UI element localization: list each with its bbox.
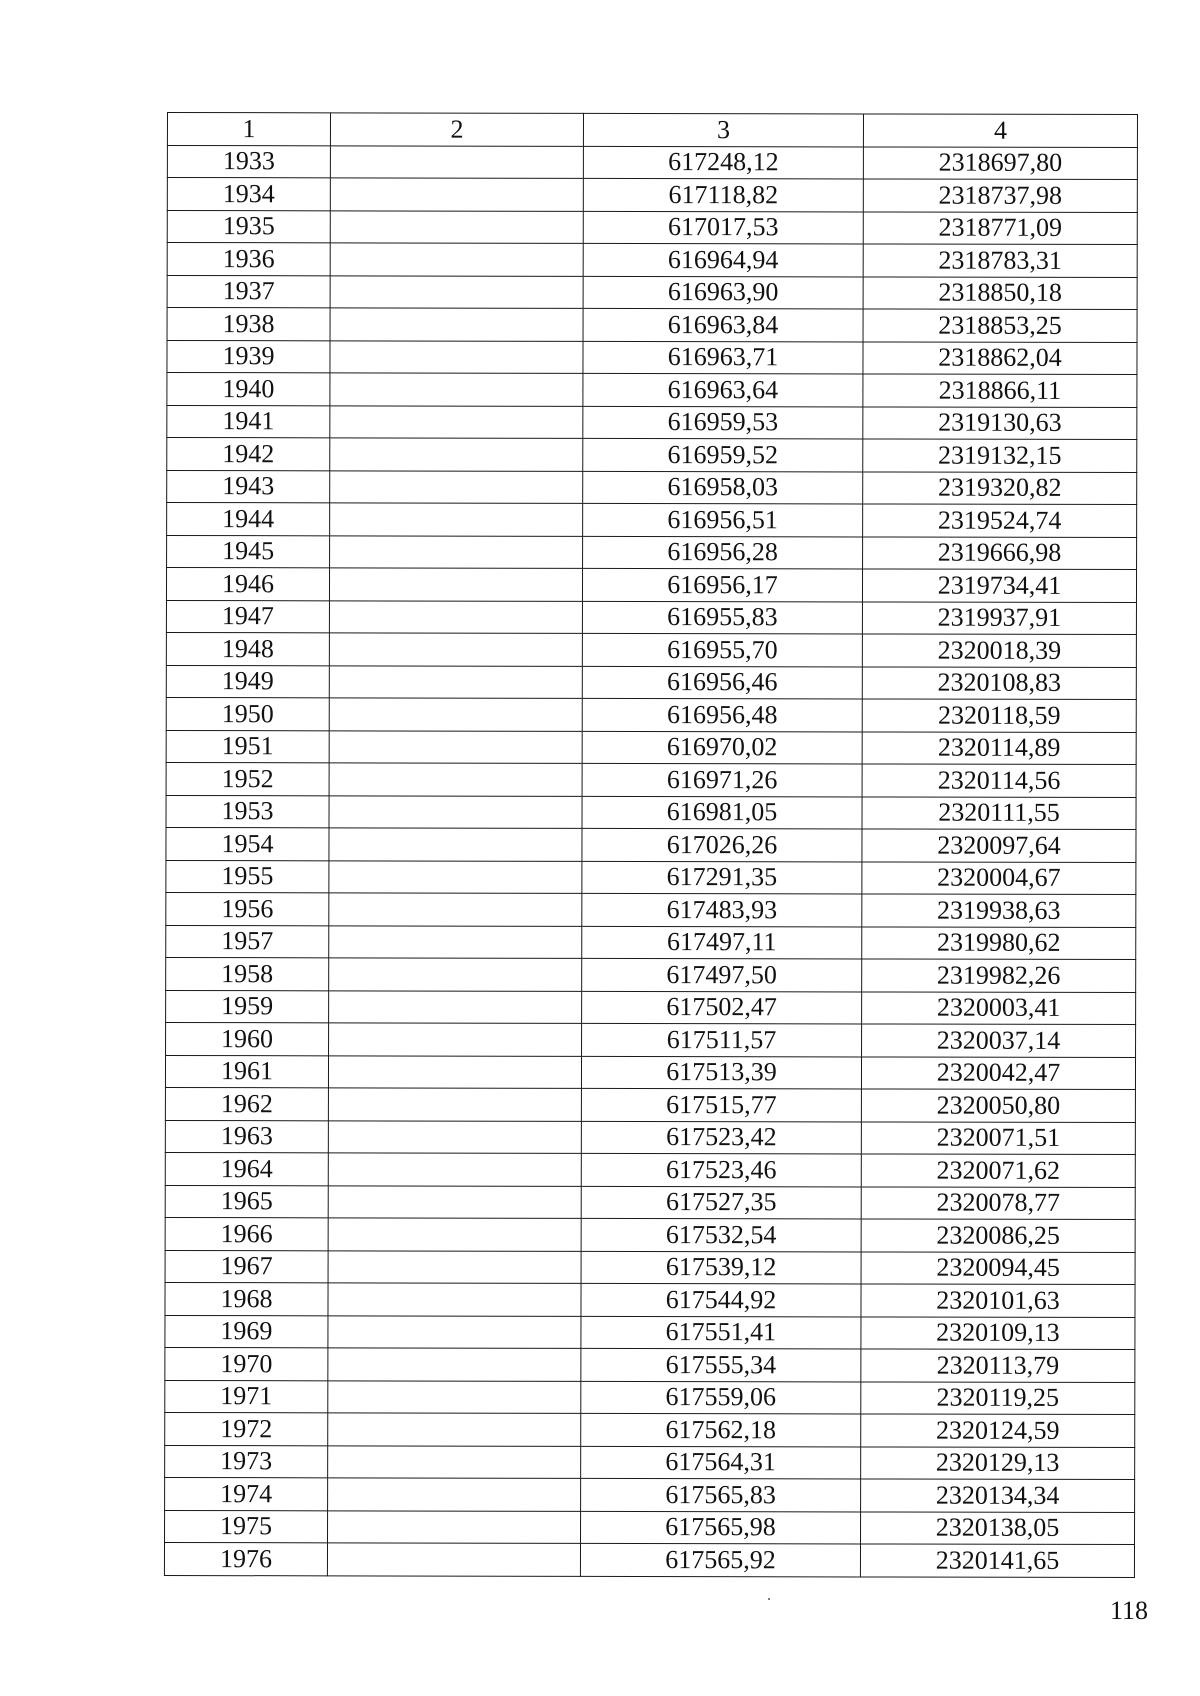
table-cell-col-2 [330,535,583,568]
table-cell-col-4: 2320042,47 [861,1056,1135,1089]
table-cell-col-2 [329,633,582,666]
table-cell-col-4: 2319937,91 [862,601,1136,634]
table-cell-col-2 [329,893,582,926]
table-row [167,210,1137,245]
table-cell-col-1: 1958 [166,957,329,990]
table-cell-col-2 [329,828,582,861]
table-cell-col-1: 1960 [166,1022,329,1055]
table-cell-col-1: 1951 [166,730,329,763]
table-cell-col-3: 616956,17 [582,568,862,601]
table-row [167,503,1137,538]
table-row [164,1542,1134,1577]
table-cell-col-3: 616956,48 [582,698,862,731]
table-cell-col-4: 2318697,80 [863,146,1137,179]
table-cell-col-3: 616964,94 [583,243,863,276]
table-cell-col-4: 2319666,98 [863,536,1137,569]
table-cell-col-2 [328,1055,581,1088]
table-cell-col-3: 617118,82 [583,178,863,211]
table-cell-col-4: 2318783,31 [863,244,1137,277]
table-cell-col-3: 617291,35 [582,861,862,894]
table-row [165,1185,1135,1220]
table-cell-col-3: 616963,84 [583,308,863,341]
table-row [165,1347,1135,1382]
table-row [166,568,1136,603]
table-row [166,892,1136,927]
column-header-1: 1 [167,113,330,146]
table-cell-col-2 [328,1153,581,1186]
table-cell-col-1: 1942 [167,438,330,471]
table-cell-col-4: 2318853,25 [863,309,1137,342]
table-cell-col-2 [330,373,583,406]
table-cell-col-4: 2320138,05 [861,1511,1135,1544]
table-cell-col-4: 2318866,11 [863,374,1137,407]
table-cell-col-1: 1974 [165,1477,328,1510]
table-cell-col-3: 617544,92 [581,1283,861,1316]
table-cell-col-2 [330,340,583,373]
table-cell-col-1: 1939 [167,340,330,373]
table-cell-col-4: 2320113,79 [861,1349,1135,1382]
table-row [166,762,1136,797]
table-cell-col-4: 2318771,09 [863,211,1137,244]
table-row [167,308,1137,343]
table-cell-col-3: 617565,92 [580,1543,860,1576]
table-cell-col-2 [329,1023,582,1056]
table-cell-col-4: 2319734,41 [862,569,1136,602]
table-row [165,1380,1135,1415]
table-cell-col-1: 1936 [167,243,330,276]
table-row [166,990,1136,1025]
table-cell-col-4: 2318862,04 [863,341,1137,374]
table-cell-col-1: 1941 [167,405,330,438]
table-cell-col-2 [330,210,583,243]
table-cell-col-3: 617527,35 [581,1186,861,1219]
table-cell-col-2 [329,860,582,893]
table-cell-col-3: 617555,34 [581,1348,861,1381]
table-cell-col-1: 1970 [165,1347,328,1380]
table-cell-col-1: 1976 [164,1542,327,1575]
column-header-3: 3 [583,113,863,146]
column-header-4: 4 [863,114,1137,147]
table-cell-col-2 [330,243,583,276]
table-cell-col-2 [330,178,583,211]
table-cell-col-3: 617497,11 [582,926,862,959]
table-row [165,1250,1135,1285]
table-cell-col-2 [328,1510,581,1543]
table-cell-col-4: 2320129,13 [861,1446,1135,1479]
table-cell-col-4: 2320003,41 [862,991,1136,1024]
table-cell-col-2 [329,925,582,958]
table-cell-col-3: 617565,98 [581,1511,861,1544]
table-cell-col-1: 1955 [166,860,329,893]
table-cell-col-2 [328,1315,581,1348]
table-cell-col-4: 2318737,98 [863,179,1137,212]
table-cell-col-2 [328,1185,581,1218]
table-cell-col-1: 1964 [165,1152,328,1185]
table-cell-col-2 [329,600,582,633]
table-cell-col-2 [330,308,583,341]
table-cell-col-3: 617565,83 [581,1478,861,1511]
table-cell-col-4: 2319938,63 [862,894,1136,927]
table-row [165,1477,1135,1512]
table-cell-col-3: 616963,71 [583,341,863,374]
table-cell-col-1: 1956 [166,892,329,925]
table-cell-col-3: 617559,06 [581,1381,861,1414]
table-cell-col-1: 1969 [165,1315,328,1348]
table-cell-col-3: 617564,31 [581,1446,861,1479]
table-cell-col-3: 616959,52 [583,438,863,471]
table-row [167,145,1137,180]
table-cell-col-3: 616981,05 [582,796,862,829]
table-row [167,243,1137,278]
table-cell-col-3: 616970,02 [582,731,862,764]
coordinates-table [164,112,1138,1578]
table-row [167,275,1137,310]
table-row [167,178,1137,213]
table-cell-col-4: 2320141,65 [860,1544,1134,1577]
table-row [167,470,1137,505]
table-cell-col-3: 616963,90 [583,276,863,309]
table-cell-col-4: 2320071,62 [861,1154,1135,1187]
table-cell-col-2 [328,1088,581,1121]
table-row [166,697,1136,732]
table-cell-col-1: 1950 [166,697,329,730]
table-row [165,1510,1135,1545]
table-cell-col-4: 2319524,74 [863,504,1137,537]
table-cell-col-3: 617523,42 [581,1121,861,1154]
table-row [167,340,1137,375]
table-row [167,535,1137,570]
table-row [166,632,1136,667]
table-cell-col-1: 1954 [166,827,329,860]
table-cell-col-2 [330,405,583,438]
table-cell-col-1: 1940 [167,373,330,406]
table-cell-col-1: 1934 [167,178,330,211]
table-cell-col-4: 2320101,63 [861,1284,1135,1317]
table-cell-col-1: 1959 [166,990,329,1023]
table-cell-col-4: 2320097,64 [862,829,1136,862]
table-cell-col-3: 617017,53 [583,211,863,244]
table-cell-col-4: 2320108,83 [862,666,1136,699]
table-cell-col-4: 2318850,18 [863,276,1137,309]
table-row [165,1152,1135,1187]
table-cell-col-1: 1943 [167,470,330,503]
table-cell-col-1: 1963 [165,1120,328,1153]
table-cell-col-3: 616955,70 [582,633,862,666]
table-row [166,730,1136,765]
table-cell-col-4: 2319982,26 [862,959,1136,992]
table-cell-col-4: 2320078,77 [861,1186,1135,1219]
table-cell-col-1: 1938 [167,308,330,341]
table-cell-col-1: 1957 [166,925,329,958]
table-cell-col-2 [330,438,583,471]
table-cell-col-2 [328,1445,581,1478]
table-cell-col-2 [329,958,582,991]
table-cell-col-4: 2320071,51 [861,1121,1135,1154]
table-cell-col-1: 1947 [166,600,329,633]
table-cell-col-3: 617502,47 [582,991,862,1024]
table-cell-col-1: 1962 [165,1087,328,1120]
table-cell-col-2 [329,990,582,1023]
table-cell-col-1: 1933 [167,145,330,178]
table-body [164,145,1137,1577]
table-cell-col-4: 2320037,14 [862,1024,1136,1057]
table-cell-col-4: 2319320,82 [863,471,1137,504]
table-cell-col-2 [328,1413,581,1446]
table-row [165,1055,1135,1090]
table-cell-col-4: 2319132,15 [863,439,1137,472]
table-cell-col-2 [329,698,582,731]
table-row [166,795,1136,830]
table-cell-col-2 [328,1380,581,1413]
table-cell-col-4: 2319130,63 [863,406,1137,439]
table-cell-col-3: 617513,39 [581,1056,861,1089]
table-cell-col-3: 616956,46 [582,666,862,699]
table-cell-col-1: 1973 [165,1445,328,1478]
table-cell-col-3: 617026,26 [582,828,862,861]
table-row [165,1217,1135,1252]
table-row [166,600,1136,635]
table-cell-col-3: 617551,41 [581,1316,861,1349]
table-cell-col-3: 617562,18 [581,1413,861,1446]
table-cell-col-4: 2320018,39 [862,634,1136,667]
table-cell-col-2 [330,503,583,536]
table-cell-col-3: 616963,64 [583,373,863,406]
table-cell-col-2 [328,1283,581,1316]
table-cell-col-1: 1949 [166,665,329,698]
table-cell-col-2 [330,275,583,308]
header-row [167,113,1137,148]
table-cell-col-3: 617497,50 [582,958,862,991]
table-cell-col-2 [330,470,583,503]
table-cell-col-4: 2320119,25 [861,1381,1135,1414]
table-cell-col-1: 1971 [165,1380,328,1413]
page-number: 118 [1110,1596,1149,1625]
table-cell-col-1: 1967 [165,1250,328,1283]
table-cell-col-2 [329,665,582,698]
table-cell-col-2 [328,1348,581,1381]
table-row [165,1315,1135,1350]
table-cell-col-3: 617511,57 [582,1023,862,1056]
table-cell-col-2 [328,1478,581,1511]
table-cell-col-4: 2320111,55 [862,796,1136,829]
table-header [167,113,1137,148]
table-row [165,1087,1135,1122]
table-row [167,373,1137,408]
table-row [167,405,1137,440]
table-cell-col-4: 2320124,59 [861,1414,1135,1447]
table-cell-col-4: 2320050,80 [861,1089,1135,1122]
table-cell-col-2 [329,568,582,601]
table-cell-col-2 [329,763,582,796]
table-cell-col-3: 617523,46 [581,1153,861,1186]
table-row [165,1120,1135,1155]
table-cell-col-4: 2320004,67 [862,861,1136,894]
table-cell-col-3: 617539,12 [581,1251,861,1284]
table-cell-col-4: 2320109,13 [861,1316,1135,1349]
column-header-2: 2 [330,113,583,146]
table-cell-col-3: 616958,03 [583,471,863,504]
table-cell-col-1: 1948 [166,632,329,665]
table-cell-col-1: 1968 [165,1282,328,1315]
table-cell-col-1: 1966 [165,1217,328,1250]
table-cell-col-2 [329,795,582,828]
table-row [165,1412,1135,1447]
table-cell-col-2 [330,145,583,178]
table-cell-col-1: 1945 [167,535,330,568]
table-cell-col-3: 616959,53 [583,406,863,439]
table-row [166,957,1136,992]
table-row [166,827,1136,862]
table-row [166,925,1136,960]
table-cell-col-3: 616956,28 [583,536,863,569]
table-cell-col-2 [327,1543,580,1576]
table-cell-col-1: 1953 [166,795,329,828]
table-cell-col-4: 2320094,45 [861,1251,1135,1284]
table-cell-col-4: 2320114,89 [862,731,1136,764]
table-cell-col-3: 616971,26 [582,763,862,796]
table-cell-col-2 [328,1218,581,1251]
table-cell-col-3: 617248,12 [583,146,863,179]
table-cell-col-1: 1935 [167,210,330,243]
table-cell-col-3: 617483,93 [582,893,862,926]
table-cell-col-3: 616956,51 [583,503,863,536]
table-cell-col-2 [329,730,582,763]
table-cell-col-1: 1961 [165,1055,328,1088]
table-cell-col-4: 2320118,59 [862,699,1136,732]
table-cell-col-4: 2320086,25 [861,1219,1135,1252]
table-cell-col-1: 1946 [166,568,329,601]
table-cell-col-3: 617532,54 [581,1218,861,1251]
table-row [166,860,1136,895]
table-cell-col-4: 2320114,56 [862,764,1136,797]
table-cell-col-1: 1965 [165,1185,328,1218]
table-cell-col-1: 1972 [165,1412,328,1445]
table-row [167,438,1137,473]
table-cell-col-3: 616955,83 [582,601,862,634]
table-cell-col-4: 2320134,34 [861,1479,1135,1512]
table-cell-col-1: 1937 [167,275,330,308]
table-cell-col-1: 1975 [165,1510,328,1543]
table-cell-col-1: 1952 [166,762,329,795]
table-row [166,665,1136,700]
scan-speck [768,1598,770,1600]
table-row [166,1022,1136,1057]
table-cell-col-1: 1944 [167,503,330,536]
table-row [165,1445,1135,1480]
table-cell-col-2 [328,1120,581,1153]
table-cell-col-4: 2319980,62 [862,926,1136,959]
table-row [165,1282,1135,1317]
table-cell-col-3: 617515,77 [581,1088,861,1121]
table-cell-col-2 [328,1250,581,1283]
